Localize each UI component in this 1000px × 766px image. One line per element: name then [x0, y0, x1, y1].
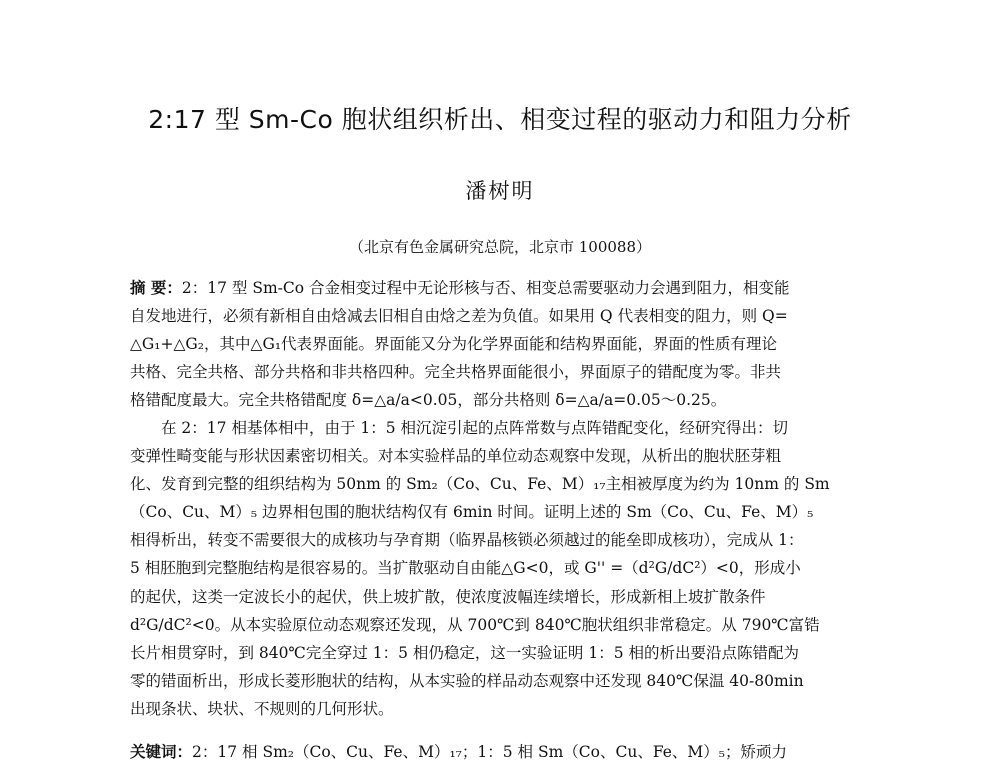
author-affiliation: （北京有色金属研究总院，北京市 100088） [348, 238, 652, 256]
paragraph-line: 在 2：17 相基体相中，由于 1：5 相沉淀引起的点阵常数与点阵错配变化，经研究得出：切 [161, 419, 789, 437]
abstract-line: 格错配度最大。完全共格错配度 δ=△a/a<0.05，部分共格则 δ=△a/a=0.05～0.25。 [130, 391, 727, 410]
paragraph-line: 长片相贯穿时，到 840℃完全穿过 1：5 相仍稳定，这一实验证明 1：5 相的析出要沿点陈错配为 [130, 643, 800, 662]
keywords-label: 关键词： [130, 742, 193, 761]
body-paragraph [130, 414, 880, 723]
keywords-text: 2：17 相 Sm₂（Co、Cu、Fe、M）₁₇；1：5 相 Sm（Co、Cu、Fe、M）₅；矫顽力 [192, 743, 787, 761]
paragraph-line: 出现条状、块状、不规则的几何形状。 [130, 699, 394, 718]
paragraph-line: 零的错面析出，形成长菱形胞状的结构，从本实验的样品动态观察中还发现 840℃保温 40-80min [130, 671, 804, 690]
abstract-label: 摘 要： [130, 278, 182, 297]
paragraph-line: 变弹性畸变能与形状因素密切相关。对本实验样品的单位动态观察中发现，从析出的胞状胚芽粗 [130, 447, 782, 466]
abstract-line: 自发地进行，必须有新相自由焓减去旧相自由焓之差为负值。如果用 Q 代表相变的阻力，则 Q= [130, 307, 788, 326]
paragraph-line: 化、发育到完整的组织结构为 50nm 的 Sm₂（Co、Cu、Fe、M）₁₇主相被厚度为约为 10nm 的 Sm [130, 475, 830, 494]
abstract-line: 共格、完全共格、部分共格和非共格四种。完全共格界面能很小，界面原子的错配度为零。非共 [130, 363, 782, 382]
paragraph-line: 5 相胚胞到完整胞结构是很容易的。当扩散驱动自由能△G<0，或 G'' =（d²G/dC²）<0，形成小 [130, 559, 801, 578]
paper-title: 2:17 型 Sm-Co 胞状组织析出、相变过程的驱动力和阻力分析 [148, 105, 852, 134]
paragraph-line: d²G/dC²<0。从本实验原位动态观察还发现，从 700℃到 840℃胞状组织非常稳定。从 790℃富锆 [130, 615, 820, 634]
paragraph-line: （Co、Cu、M）₅ 边界相包围的胞状结构仅有 6min 时间。证明上述的 Sm（Co、Cu、Fe、M）₅ [130, 503, 814, 522]
paragraph-line: 的起伏，这类一定波长小的起伏，供上坡扩散，使浓度波幅连续增长，形成新相上坡扩散条件 [130, 587, 766, 606]
keywords [130, 738, 880, 766]
paragraph-line: 相得析出，转变不需要很大的成核功与孕育期（临界晶核锁必须越过的能垒即成核功），完成从 1： [130, 531, 804, 550]
author-name: 潘树明 [465, 179, 535, 203]
abstract-line: 摘 要：2：17 型 Sm-Co 合金相变过程中无论形核与否、相变总需要驱动力会遇到阻力，相变能 [130, 278, 790, 297]
abstract-line: △G₁+△G₂，其中△G₁代表界面能。界面能又分为化学界面能和结构界面能，界面的性质有理论 [130, 335, 778, 354]
abstract [130, 274, 880, 414]
